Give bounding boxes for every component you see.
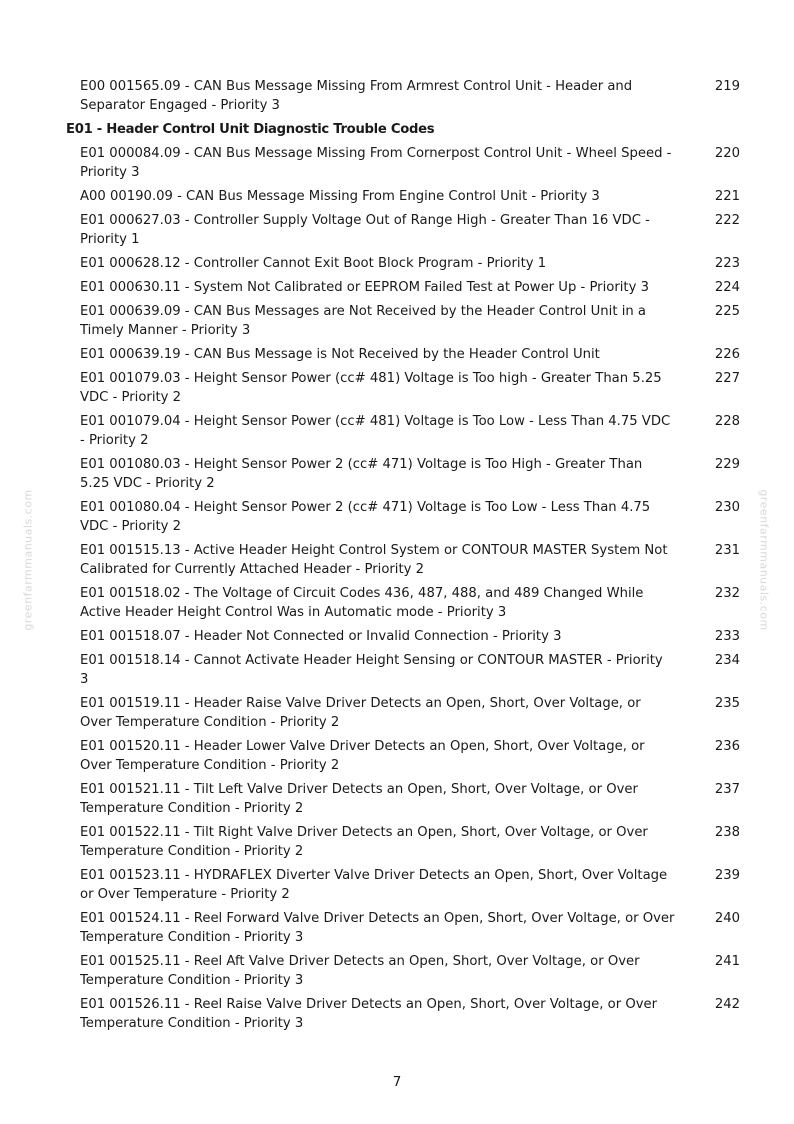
- toc-entry-title[interactable]: E01 001522.11 - Tilt Right Valve Driver Detects an Open, Short, Over Voltage, or Over Temperature Condition - Priority 2: [80, 825, 648, 859]
- toc-entry-title[interactable]: E01 000630.11 - System Not Calibrated or EEPROM Failed Test at Power Up - Priority 3: [80, 280, 649, 295]
- toc-entry-title[interactable]: E01 000084.09 - CAN Bus Message Missing From Cornerpost Control Unit - Wheel Speed - Priority 3: [80, 146, 672, 180]
- toc-entry[interactable]: [66, 278, 746, 297]
- toc-entry[interactable]: [66, 737, 746, 775]
- toc-entry-page-number[interactable]: 220: [714, 146, 740, 161]
- toc-entry-title[interactable]: E01 001525.11 - Reel Aft Valve Driver Detects an Open, Short, Over Voltage, or Over Temperature Condition - Priority 3: [80, 954, 640, 988]
- toc-pre-entries: [66, 77, 746, 115]
- toc-entry-page-number[interactable]: 222: [714, 213, 740, 228]
- toc-entry[interactable]: [66, 780, 746, 818]
- toc-entry-page-number[interactable]: 227: [714, 371, 740, 386]
- toc-entry[interactable]: [66, 694, 746, 732]
- toc-entry-page-number[interactable]: 239: [714, 868, 740, 883]
- toc-entry[interactable]: [66, 909, 746, 947]
- toc-entry-page-number[interactable]: 223: [714, 256, 740, 271]
- watermark-right: greenfarmmanuals.com: [757, 489, 771, 631]
- toc-entry-title[interactable]: E01 001518.02 - The Voltage of Circuit Codes 436, 487, 488, and 489 Changed While Active Header Height Control Was in Automatic mode - Priority 3: [80, 586, 644, 620]
- toc-entry-title[interactable]: E01 000627.03 - Controller Supply Voltage Out of Range High - Greater Than 16 VDC - Priority 1: [80, 213, 650, 247]
- toc-entry-title[interactable]: A00 00190.09 - CAN Bus Message Missing From Engine Control Unit - Priority 3: [80, 189, 600, 204]
- table-of-contents: [66, 77, 746, 1038]
- toc-entry[interactable]: [66, 412, 746, 450]
- toc-entry-page-number[interactable]: 234: [714, 653, 740, 668]
- toc-entries: [66, 144, 746, 1033]
- toc-entry[interactable]: [66, 651, 746, 689]
- toc-entry[interactable]: [66, 144, 746, 182]
- toc-entry[interactable]: [66, 952, 746, 990]
- toc-entry-title[interactable]: E01 001524.11 - Reel Forward Valve Driver Detects an Open, Short, Over Voltage, or Over Temperature Condition - Priority 3: [80, 911, 675, 945]
- toc-entry-page-number[interactable]: 224: [714, 280, 740, 295]
- toc-entry-title[interactable]: E01 001520.11 - Header Lower Valve Driver Detects an Open, Short, Over Voltage, or Over Temperature Condition - Priority 2: [80, 739, 645, 773]
- toc-entry-title[interactable]: E01 000639.19 - CAN Bus Message is Not Received by the Header Control Unit: [80, 347, 600, 362]
- toc-entry-page-number[interactable]: 221: [714, 189, 740, 204]
- toc-entry-title[interactable]: E01 000628.12 - Controller Cannot Exit Boot Block Program - Priority 1: [80, 256, 547, 271]
- toc-entry-page-number[interactable]: 231: [714, 543, 740, 558]
- toc-entry[interactable]: [66, 77, 746, 115]
- watermark-left: greenfarmmanuals.com: [21, 489, 35, 631]
- toc-entry[interactable]: [66, 498, 746, 536]
- toc-entry-page-number[interactable]: 219: [714, 79, 740, 94]
- toc-entry[interactable]: [66, 254, 746, 273]
- toc-entry[interactable]: [66, 211, 746, 249]
- toc-entry[interactable]: [66, 823, 746, 861]
- page-number: 7: [392, 1074, 402, 1090]
- toc-entry[interactable]: [66, 995, 746, 1033]
- toc-entry-title[interactable]: E01 001079.03 - Height Sensor Power (cc# 481) Voltage is Too high - Greater Than 5.25 VDC - Priority 2: [80, 371, 662, 405]
- toc-entry-page-number[interactable]: 240: [714, 911, 740, 926]
- section-heading: E01 - Header Control Unit Diagnostic Trouble Codes: [66, 122, 435, 137]
- toc-entry-page-number[interactable]: 237: [714, 782, 740, 797]
- toc-entry-title[interactable]: E01 001518.07 - Header Not Connected or Invalid Connection - Priority 3: [80, 629, 562, 644]
- toc-entry-page-number[interactable]: 225: [714, 304, 740, 319]
- toc-entry-page-number[interactable]: 232: [714, 586, 740, 601]
- toc-entry-title[interactable]: E01 001515.13 - Active Header Height Control System or CONTOUR MASTER System Not Calibrated for Currently Attached Header - Priority 2: [80, 543, 668, 577]
- toc-entry-page-number[interactable]: 230: [714, 500, 740, 515]
- toc-entry-title[interactable]: E01 001521.11 - Tilt Left Valve Driver Detects an Open, Short, Over Voltage, or Over Temperature Condition - Priority 2: [80, 782, 638, 816]
- toc-entry[interactable]: [66, 584, 746, 622]
- toc-entry[interactable]: [66, 455, 746, 493]
- toc-entry-page-number[interactable]: 236: [714, 739, 740, 754]
- toc-entry-page-number[interactable]: 228: [714, 414, 740, 429]
- toc-entry-title[interactable]: E01 001518.14 - Cannot Activate Header Height Sensing or CONTOUR MASTER - Priority 3: [80, 653, 663, 687]
- toc-entry-page-number[interactable]: 242: [714, 997, 740, 1012]
- toc-entry-page-number[interactable]: 238: [714, 825, 740, 840]
- toc-entry-title[interactable]: E00 001565.09 - CAN Bus Message Missing From Armrest Control Unit - Header and Separator Engaged - Priority 3: [80, 79, 633, 113]
- toc-entry-page-number[interactable]: 233: [714, 629, 740, 644]
- toc-entry[interactable]: [66, 187, 746, 206]
- toc-entry-page-number[interactable]: 226: [714, 347, 740, 362]
- toc-entry-title[interactable]: E01 001526.11 - Reel Raise Valve Driver Detects an Open, Short, Over Voltage, or Over Temperature Condition - Priority 3: [80, 997, 658, 1031]
- toc-entry-page-number[interactable]: 235: [714, 696, 740, 711]
- toc-entry-title[interactable]: E01 001080.04 - Height Sensor Power 2 (cc# 471) Voltage is Too Low - Less Than 4.75 VDC - Priority 2: [80, 500, 651, 534]
- toc-entry-title[interactable]: E01 001519.11 - Header Raise Valve Driver Detects an Open, Short, Over Voltage, or Over Temperature Condition - Priority 2: [80, 696, 641, 730]
- toc-entry-page-number[interactable]: 241: [714, 954, 740, 969]
- toc-entry[interactable]: [66, 541, 746, 579]
- toc-entry[interactable]: [66, 866, 746, 904]
- toc-entry-page-number[interactable]: 229: [714, 457, 740, 472]
- toc-entry-title[interactable]: E01 001080.03 - Height Sensor Power 2 (cc# 471) Voltage is Too High - Greater Than 5.25 VDC - Priority 2: [80, 457, 643, 491]
- toc-entry-title[interactable]: E01 001079.04 - Height Sensor Power (cc# 481) Voltage is Too Low - Less Than 4.75 VDC - Priority 2: [80, 414, 671, 448]
- toc-entry[interactable]: [66, 627, 746, 646]
- toc-entry-title[interactable]: E01 000639.09 - CAN Bus Messages are Not Received by the Header Control Unit in a Timely Manner - Priority 3: [80, 304, 646, 338]
- toc-entry-title[interactable]: E01 001523.11 - HYDRAFLEX Diverter Valve Driver Detects an Open, Short, Over Voltage or Over Temperature - Priority 2: [80, 868, 668, 902]
- toc-entry[interactable]: [66, 345, 746, 364]
- toc-entry[interactable]: [66, 302, 746, 340]
- toc-entry[interactable]: [66, 369, 746, 407]
